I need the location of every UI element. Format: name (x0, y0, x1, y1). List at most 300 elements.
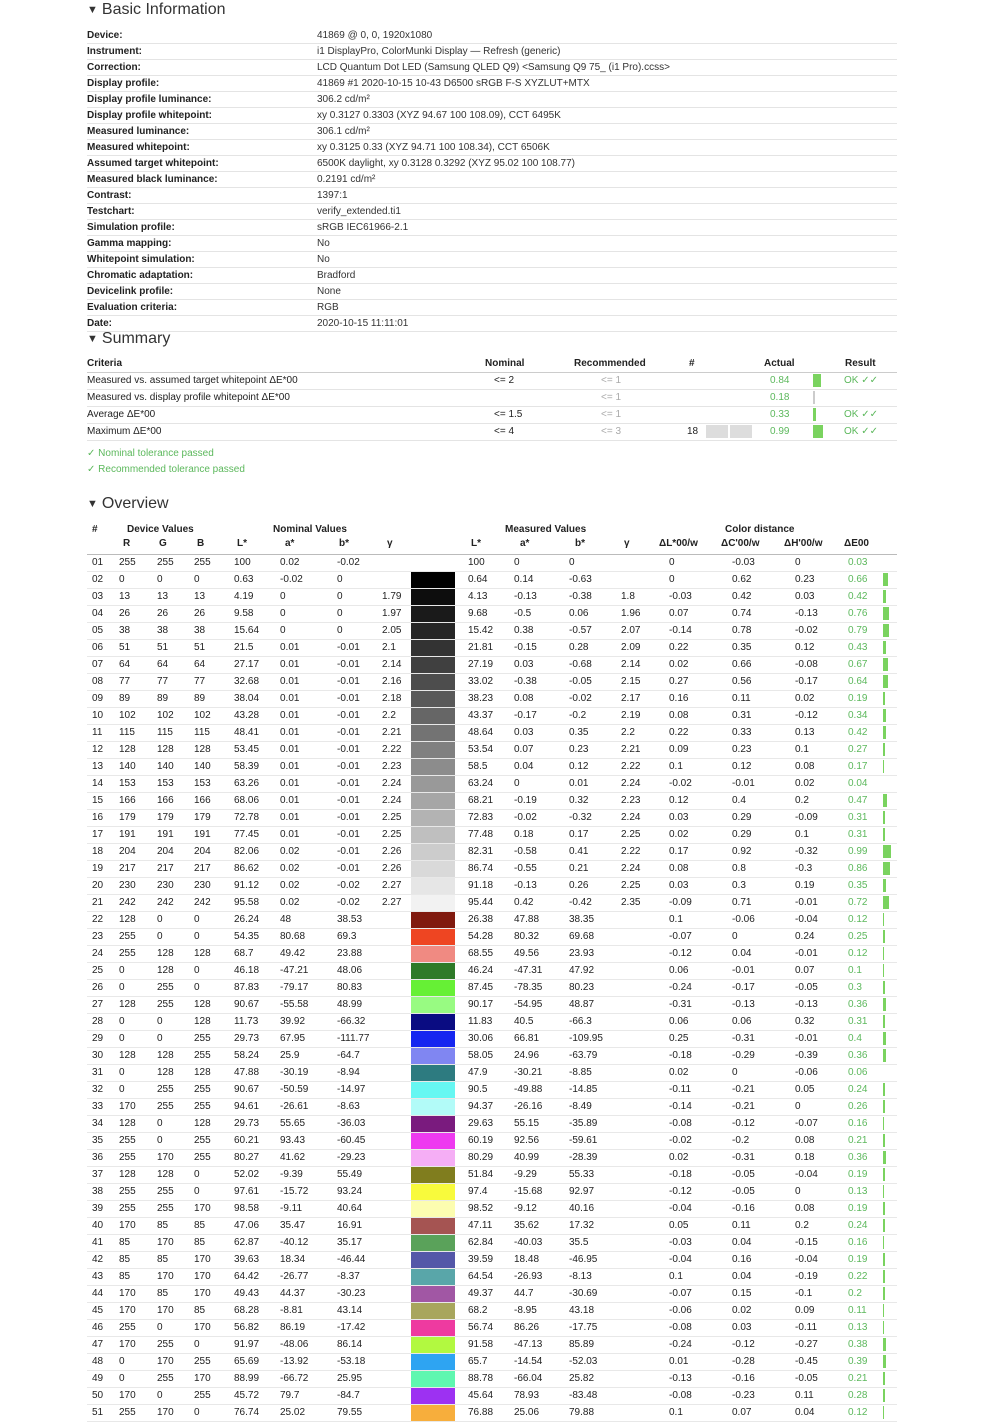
overview-cell: 11.73 (234, 1016, 259, 1027)
delta-e-bar (883, 641, 886, 654)
overview-cell: 0.12 (732, 761, 752, 772)
color-swatch (411, 946, 455, 962)
overview-cell: 0 (337, 625, 343, 636)
overview-cell: 30 (92, 1050, 104, 1061)
overview-cell: -48.06 (280, 1339, 309, 1350)
overview-cell: 51.84 (468, 1169, 494, 1180)
overview-cell: 170 (119, 1288, 136, 1299)
delta-e-bar (883, 828, 885, 841)
overview-row (87, 657, 897, 674)
overview-row (87, 691, 897, 708)
overview-cell: 86.74 (468, 863, 494, 874)
basic-info-row (87, 268, 897, 284)
color-swatch (411, 674, 455, 690)
overview-cell: -0.04 (795, 1169, 818, 1180)
recommended-passed-message: ✓ Recommended tolerance passed (87, 464, 245, 475)
overview-cell: -0.17 (732, 982, 755, 993)
overview-cell: 22 (92, 914, 104, 925)
overview-cell: 0.07 (795, 965, 815, 976)
overview-cell: 40.16 (569, 1203, 595, 1214)
overview-cell: 95.44 (468, 897, 494, 908)
overview-cell: -0.19 (514, 795, 537, 806)
overview-cell: 36 (92, 1152, 104, 1163)
overview-cell: 255 (119, 1203, 136, 1214)
overview-cell: 0.36 (848, 999, 868, 1010)
overview-cell: 63.24 (468, 778, 494, 789)
overview-cell: 48.41 (234, 727, 260, 738)
basic-info-label: Measured luminance: (87, 126, 190, 137)
overview-cell: 68.28 (234, 1305, 260, 1316)
count-header: # (689, 358, 695, 369)
overview-cell: 2.22 (621, 846, 641, 857)
overview-cell: 0.12 (795, 642, 815, 653)
overview-cell: -0.01 (795, 897, 818, 908)
overview-cell: 55.49 (337, 1169, 363, 1180)
overview-cell: -0.32 (569, 812, 592, 823)
overview-cell: 64 (119, 659, 131, 670)
basic-info-row (87, 236, 897, 252)
overview-cell: 0.1 (669, 914, 683, 925)
overview-row (87, 1065, 897, 1082)
overview-cell: 2.35 (621, 897, 641, 908)
basic-info-table (87, 28, 897, 332)
overview-row (87, 776, 897, 793)
overview-cell: 72.83 (468, 812, 494, 823)
overview-cell: 2.26 (382, 863, 402, 874)
overview-row (87, 1031, 897, 1048)
overview-cell: 0.29 (732, 812, 752, 823)
overview-cell: -14.97 (337, 1084, 366, 1095)
delta-e-bar (883, 1049, 886, 1062)
color-swatch (411, 1286, 455, 1302)
overview-row (87, 1405, 897, 1422)
overview-cell: 91.58 (468, 1339, 494, 1350)
overview-cell: 230 (119, 880, 136, 891)
overview-cell: 85.89 (569, 1339, 595, 1350)
overview-cell: 0.29 (732, 829, 752, 840)
overview-cell: 128 (119, 999, 136, 1010)
overview-cell: 0.06 (732, 1016, 752, 1027)
overview-cell: 40 (92, 1220, 104, 1231)
overview-cell: -0.02 (514, 812, 537, 823)
overview-cell: 33 (92, 1101, 104, 1112)
delta-e-bar (883, 573, 888, 586)
overview-cell: 35.17 (337, 1237, 363, 1248)
collapse-triangle-icon[interactable]: ▼ (87, 333, 98, 345)
overview-cell: 0.11 (732, 693, 751, 704)
overview-cell: -14.54 (514, 1356, 543, 1367)
overview-cell: 37 (92, 1169, 104, 1180)
overview-cell: 179 (157, 812, 174, 823)
overview-cell: -0.12 (732, 1339, 755, 1350)
overview-cell: -0.21 (732, 1101, 755, 1112)
overview-cell: 255 (194, 1050, 211, 1061)
overview-cell: 0 (732, 1067, 738, 1078)
overview-cell: -0.01 (337, 676, 360, 687)
overview-cell: 97.4 (468, 1186, 488, 1197)
overview-header[interactable] (87, 495, 169, 513)
overview-cell: 0.19 (848, 1169, 868, 1180)
overview-cell: 255 (119, 931, 136, 942)
overview-cell: 14 (92, 778, 104, 789)
overview-cell: 0.07 (669, 608, 689, 619)
overview-cell: 170 (157, 1407, 174, 1418)
overview-cell: 170 (194, 1203, 211, 1214)
basic-info-value: LCD Quantum Dot LED (Samsung QLED Q9) <Samsung Q9 75_ (i1 Pro).ccss> (317, 62, 670, 73)
nominal-header: Nominal (485, 358, 525, 369)
overview-cell: 86.62 (234, 863, 260, 874)
overview-cell: 93.24 (337, 1186, 363, 1197)
delta-e-bar (883, 607, 889, 620)
overview-cell: 69.3 (337, 931, 357, 942)
count-bar (706, 425, 728, 438)
overview-cell: 0.1 (669, 1407, 683, 1418)
overview-row (87, 623, 897, 640)
overview-cell: 0 (157, 1016, 163, 1027)
overview-cell: 191 (157, 829, 174, 840)
overview-cell: 128 (157, 744, 174, 755)
overview-cell: 0.03 (848, 557, 868, 568)
overview-cell: 25.06 (514, 1407, 540, 1418)
overview-cell: -0.16 (732, 1373, 755, 1384)
overview-cell: 18.48 (514, 1254, 540, 1265)
delta-e-bar (883, 709, 886, 722)
overview-cell: -47.21 (280, 965, 309, 976)
overview-cell: 0.02 (669, 1067, 689, 1078)
overview-row (87, 1184, 897, 1201)
collapse-triangle-icon[interactable]: ▼ (87, 4, 98, 16)
overview-cell: 0.2 (848, 1288, 862, 1299)
overview-cell: 23.88 (337, 948, 363, 959)
delta-e-bar (883, 1117, 884, 1130)
color-swatch (411, 1082, 455, 1098)
overview-row (87, 1388, 897, 1405)
overview-cell: 44.37 (280, 1288, 306, 1299)
overview-cell: 64 (157, 659, 169, 670)
overview-cell: -0.02 (337, 557, 360, 568)
overview-cell: 0.62 (732, 574, 752, 585)
overview-cell: 43.37 (468, 710, 494, 721)
column-header: ΔE00 (844, 538, 869, 549)
overview-cell: -9.11 (280, 1203, 303, 1214)
overview-cell: 0.02 (280, 897, 300, 908)
overview-cell: 0.01 (569, 778, 589, 789)
overview-cell: 76.88 (468, 1407, 494, 1418)
overview-cell: 82.06 (234, 846, 260, 857)
collapse-triangle-icon[interactable]: ▼ (87, 498, 98, 510)
overview-cell: 17 (92, 829, 104, 840)
basic-info-row (87, 204, 897, 220)
overview-cell: 166 (119, 795, 136, 806)
overview-cell: 0.02 (280, 863, 300, 874)
overview-cell: 0.64 (468, 574, 488, 585)
basic-info-label: Instrument: (87, 46, 142, 57)
overview-cell: -8.94 (337, 1067, 360, 1078)
overview-cell: 100 (468, 557, 485, 568)
overview-cell: 128 (119, 1050, 136, 1061)
overview-cell: -0.24 (669, 982, 692, 993)
overview-cell: 2.1 (382, 642, 396, 653)
actual-bar (813, 408, 816, 421)
overview-cell: -50.59 (280, 1084, 309, 1095)
overview-cell: 2.14 (382, 659, 402, 670)
overview-cell: 0 (119, 574, 125, 585)
overview-cell: -0.14 (669, 1101, 692, 1112)
overview-cell: 100 (234, 557, 251, 568)
overview-cell: 0.11 (795, 1390, 814, 1401)
overview-row (87, 589, 897, 606)
overview-cell: -0.19 (795, 1271, 818, 1282)
overview-cell: 0 (119, 1033, 125, 1044)
overview-cell: 0.12 (569, 761, 589, 772)
overview-cell: 32 (92, 1084, 104, 1095)
overview-cell: 0.12 (848, 914, 868, 925)
recommended-cell: <= 3 (601, 426, 622, 437)
basic-info-label: Whitepoint simulation: (87, 254, 195, 265)
overview-cell: 86.19 (280, 1322, 306, 1333)
overview-cell: 39 (92, 1203, 104, 1214)
overview-cell: 21.5 (234, 642, 254, 653)
basic-info-header[interactable] (87, 1, 226, 19)
overview-cell: 255 (119, 557, 136, 568)
overview-cell: 0.03 (514, 727, 534, 738)
overview-cell: 0.03 (732, 1322, 752, 1333)
overview-cell: 0.01 (280, 778, 300, 789)
column-header: L* (237, 538, 247, 549)
overview-cell: -30.23 (337, 1288, 366, 1299)
color-swatch (411, 1218, 455, 1234)
summary-row (87, 424, 897, 441)
overview-cell: 0.26 (848, 1101, 868, 1112)
overview-cell: 02 (92, 574, 104, 585)
overview-cell: 0 (194, 914, 200, 925)
delta-e-bar (883, 879, 886, 892)
overview-row (87, 1218, 897, 1235)
color-swatch (411, 1150, 455, 1166)
overview-cell: -0.45 (795, 1356, 818, 1367)
overview-row (87, 759, 897, 776)
overview-cell: 47.9 (468, 1067, 488, 1078)
overview-cell: 128 (157, 1067, 174, 1078)
overview-cell: -0.09 (669, 897, 692, 908)
overview-cell: 77 (157, 676, 169, 687)
delta-e-bar (883, 590, 886, 603)
summary-header-row (87, 356, 897, 373)
overview-cell: 0.38 (848, 1339, 868, 1350)
overview-cell: -0.18 (669, 1169, 692, 1180)
overview-cell: 43 (92, 1271, 104, 1282)
result-cell: OK ✓✓ (844, 426, 878, 437)
overview-cell: -0.01 (337, 778, 360, 789)
overview-cell: 0 (569, 557, 575, 568)
overview-cell: 0 (157, 574, 163, 585)
overview-cell: -46.44 (337, 1254, 366, 1265)
summary-table (87, 356, 897, 441)
overview-cell: 0 (669, 574, 675, 585)
overview-cell: 0.08 (795, 1203, 815, 1214)
overview-cell: 140 (194, 761, 211, 772)
overview-cell: -0.14 (669, 625, 692, 636)
overview-cell: 80.23 (569, 982, 595, 993)
overview-cell: -0.04 (669, 1203, 692, 1214)
overview-column-header-row (87, 536, 897, 555)
overview-cell: 0.8 (732, 863, 746, 874)
overview-cell: 15.42 (468, 625, 494, 636)
overview-cell: 0.39 (848, 1356, 868, 1367)
overview-cell: 0.01 (280, 642, 300, 653)
overview-cell: -59.61 (569, 1135, 598, 1146)
basic-info-value: 41869 #1 2020-10-15 10-43 D6500 sRGB F-S XYZLUT+MTX (317, 78, 590, 89)
delta-e-bar (883, 1015, 885, 1028)
recommended-header: Recommended (574, 358, 646, 369)
overview-cell: -8.13 (569, 1271, 592, 1282)
color-swatch (411, 1405, 455, 1421)
overview-cell: 24.96 (514, 1050, 540, 1061)
overview-cell: -0.2 (569, 710, 587, 721)
delta-e-bar (883, 947, 884, 960)
overview-cell: 0.07 (514, 744, 534, 755)
basic-info-value: No (317, 238, 330, 249)
overview-cell: -0.01 (732, 778, 755, 789)
summary-header[interactable] (87, 330, 170, 348)
overview-cell: 48.87 (569, 999, 595, 1010)
overview-cell: -0.57 (569, 625, 592, 636)
overview-cell: -0.42 (569, 897, 592, 908)
overview-cell: 25 (92, 965, 104, 976)
overview-cell: 0.1 (848, 965, 862, 976)
overview-cell: 23.93 (569, 948, 595, 959)
overview-cell: -0.58 (514, 846, 537, 857)
overview-cell: 12 (92, 744, 104, 755)
overview-cell: -0.02 (280, 574, 303, 585)
delta-e-bar (883, 1185, 884, 1198)
overview-cell: 170 (157, 1271, 174, 1282)
overview-cell: 0.4 (732, 795, 746, 806)
overview-cell: -17.42 (337, 1322, 366, 1333)
overview-cell: 0.32 (569, 795, 589, 806)
overview-cell: 255 (157, 1203, 174, 1214)
overview-cell: 0.16 (669, 693, 689, 704)
overview-cell: 0.24 (848, 1084, 868, 1095)
overview-cell: 0.06 (848, 1067, 868, 1078)
overview-cell: -15.72 (280, 1186, 309, 1197)
overview-cell: -0.31 (732, 1033, 755, 1044)
color-swatch (411, 1065, 455, 1081)
overview-cell: 0.02 (669, 1152, 689, 1163)
overview-cell: 01 (92, 557, 104, 568)
basic-info-value: sRGB IEC61966-2.1 (317, 222, 409, 233)
overview-cell: 80.27 (234, 1152, 260, 1163)
column-header: b* (575, 538, 585, 549)
overview-cell: 255 (157, 1101, 174, 1112)
overview-cell: 38 (157, 625, 169, 636)
overview-cell: 2.24 (382, 778, 402, 789)
overview-cell: 47.11 (468, 1220, 493, 1231)
overview-cell: 166 (194, 795, 211, 806)
overview-cell: 46.24 (468, 965, 494, 976)
overview-cell: 68.55 (468, 948, 494, 959)
overview-cell: 2.09 (621, 642, 641, 653)
overview-cell: 24 (92, 948, 104, 959)
overview-cell: 76.74 (234, 1407, 260, 1418)
overview-cell: 0.78 (732, 625, 752, 636)
overview-cell: 48.64 (468, 727, 494, 738)
overview-cell: 217 (157, 863, 174, 874)
overview-cell: 0 (795, 1101, 801, 1112)
overview-cell: -0.21 (732, 1084, 755, 1095)
overview-cell: 62.87 (234, 1237, 260, 1248)
overview-cell: 0.35 (569, 727, 589, 738)
overview-cell: 0.23 (569, 744, 589, 755)
overview-cell: 0.35 (732, 642, 752, 653)
delta-e-bar (883, 760, 884, 773)
overview-cell: 170 (194, 1254, 211, 1265)
overview-cell: 0.01 (280, 710, 300, 721)
color-swatch (411, 759, 455, 775)
overview-cell: -0.08 (669, 1390, 692, 1401)
color-swatch (411, 810, 455, 826)
overview-cell: 255 (119, 1322, 136, 1333)
overview-cell: -26.61 (280, 1101, 309, 1112)
basic-info-row (87, 92, 897, 108)
overview-cell: 0.28 (848, 1390, 868, 1401)
overview-cell: 25.02 (280, 1407, 306, 1418)
overview-cell: 2.25 (382, 812, 402, 823)
overview-cell: 49.43 (234, 1288, 260, 1299)
color-swatch (411, 1371, 455, 1387)
overview-cell: 85 (157, 1254, 169, 1265)
basic-info-label: Display profile luminance: (87, 94, 212, 105)
delta-e-bar (883, 1168, 885, 1181)
overview-cell: 0.04 (732, 1237, 752, 1248)
actual-bar (813, 391, 815, 404)
basic-info-row (87, 156, 897, 172)
color-distance-header: Color distance (725, 524, 795, 535)
color-swatch (411, 1269, 455, 1285)
overview-cell: 0.42 (514, 897, 534, 908)
overview-cell: 0.11 (848, 1305, 867, 1316)
overview-row (87, 1371, 897, 1388)
overview-cell: 191 (194, 829, 211, 840)
overview-cell: -0.27 (795, 1339, 818, 1350)
delta-e-bar (883, 1287, 885, 1300)
color-swatch (411, 980, 455, 996)
overview-cell: 26.24 (234, 914, 260, 925)
delta-e-bar (883, 811, 885, 824)
overview-cell: 255 (119, 1186, 136, 1197)
nominal-passed-message: ✓ Nominal tolerance passed (87, 448, 214, 459)
overview-cell: 0.23 (795, 574, 815, 585)
overview-cell: 128 (194, 744, 211, 755)
overview-row (87, 640, 897, 657)
overview-cell: 0.36 (848, 1050, 868, 1061)
overview-cell: 0 (119, 1356, 125, 1367)
overview-cell: 255 (119, 1152, 136, 1163)
summary-title: Summary (101, 330, 171, 347)
overview-cell: 17.32 (569, 1220, 595, 1231)
overview-cell: 90.17 (468, 999, 494, 1010)
overview-cell: 82.31 (468, 846, 494, 857)
overview-cell: 89 (119, 693, 131, 704)
overview-cell: -9.12 (514, 1203, 537, 1214)
overview-cell: 191 (119, 829, 136, 840)
color-swatch (411, 691, 455, 707)
basic-info-value: 41869 @ 0, 0, 1920x1080 (317, 30, 433, 41)
overview-cell: 0.64 (848, 676, 868, 687)
overview-cell: 0.33 (732, 727, 752, 738)
overview-row (87, 929, 897, 946)
overview-row (87, 1354, 897, 1371)
